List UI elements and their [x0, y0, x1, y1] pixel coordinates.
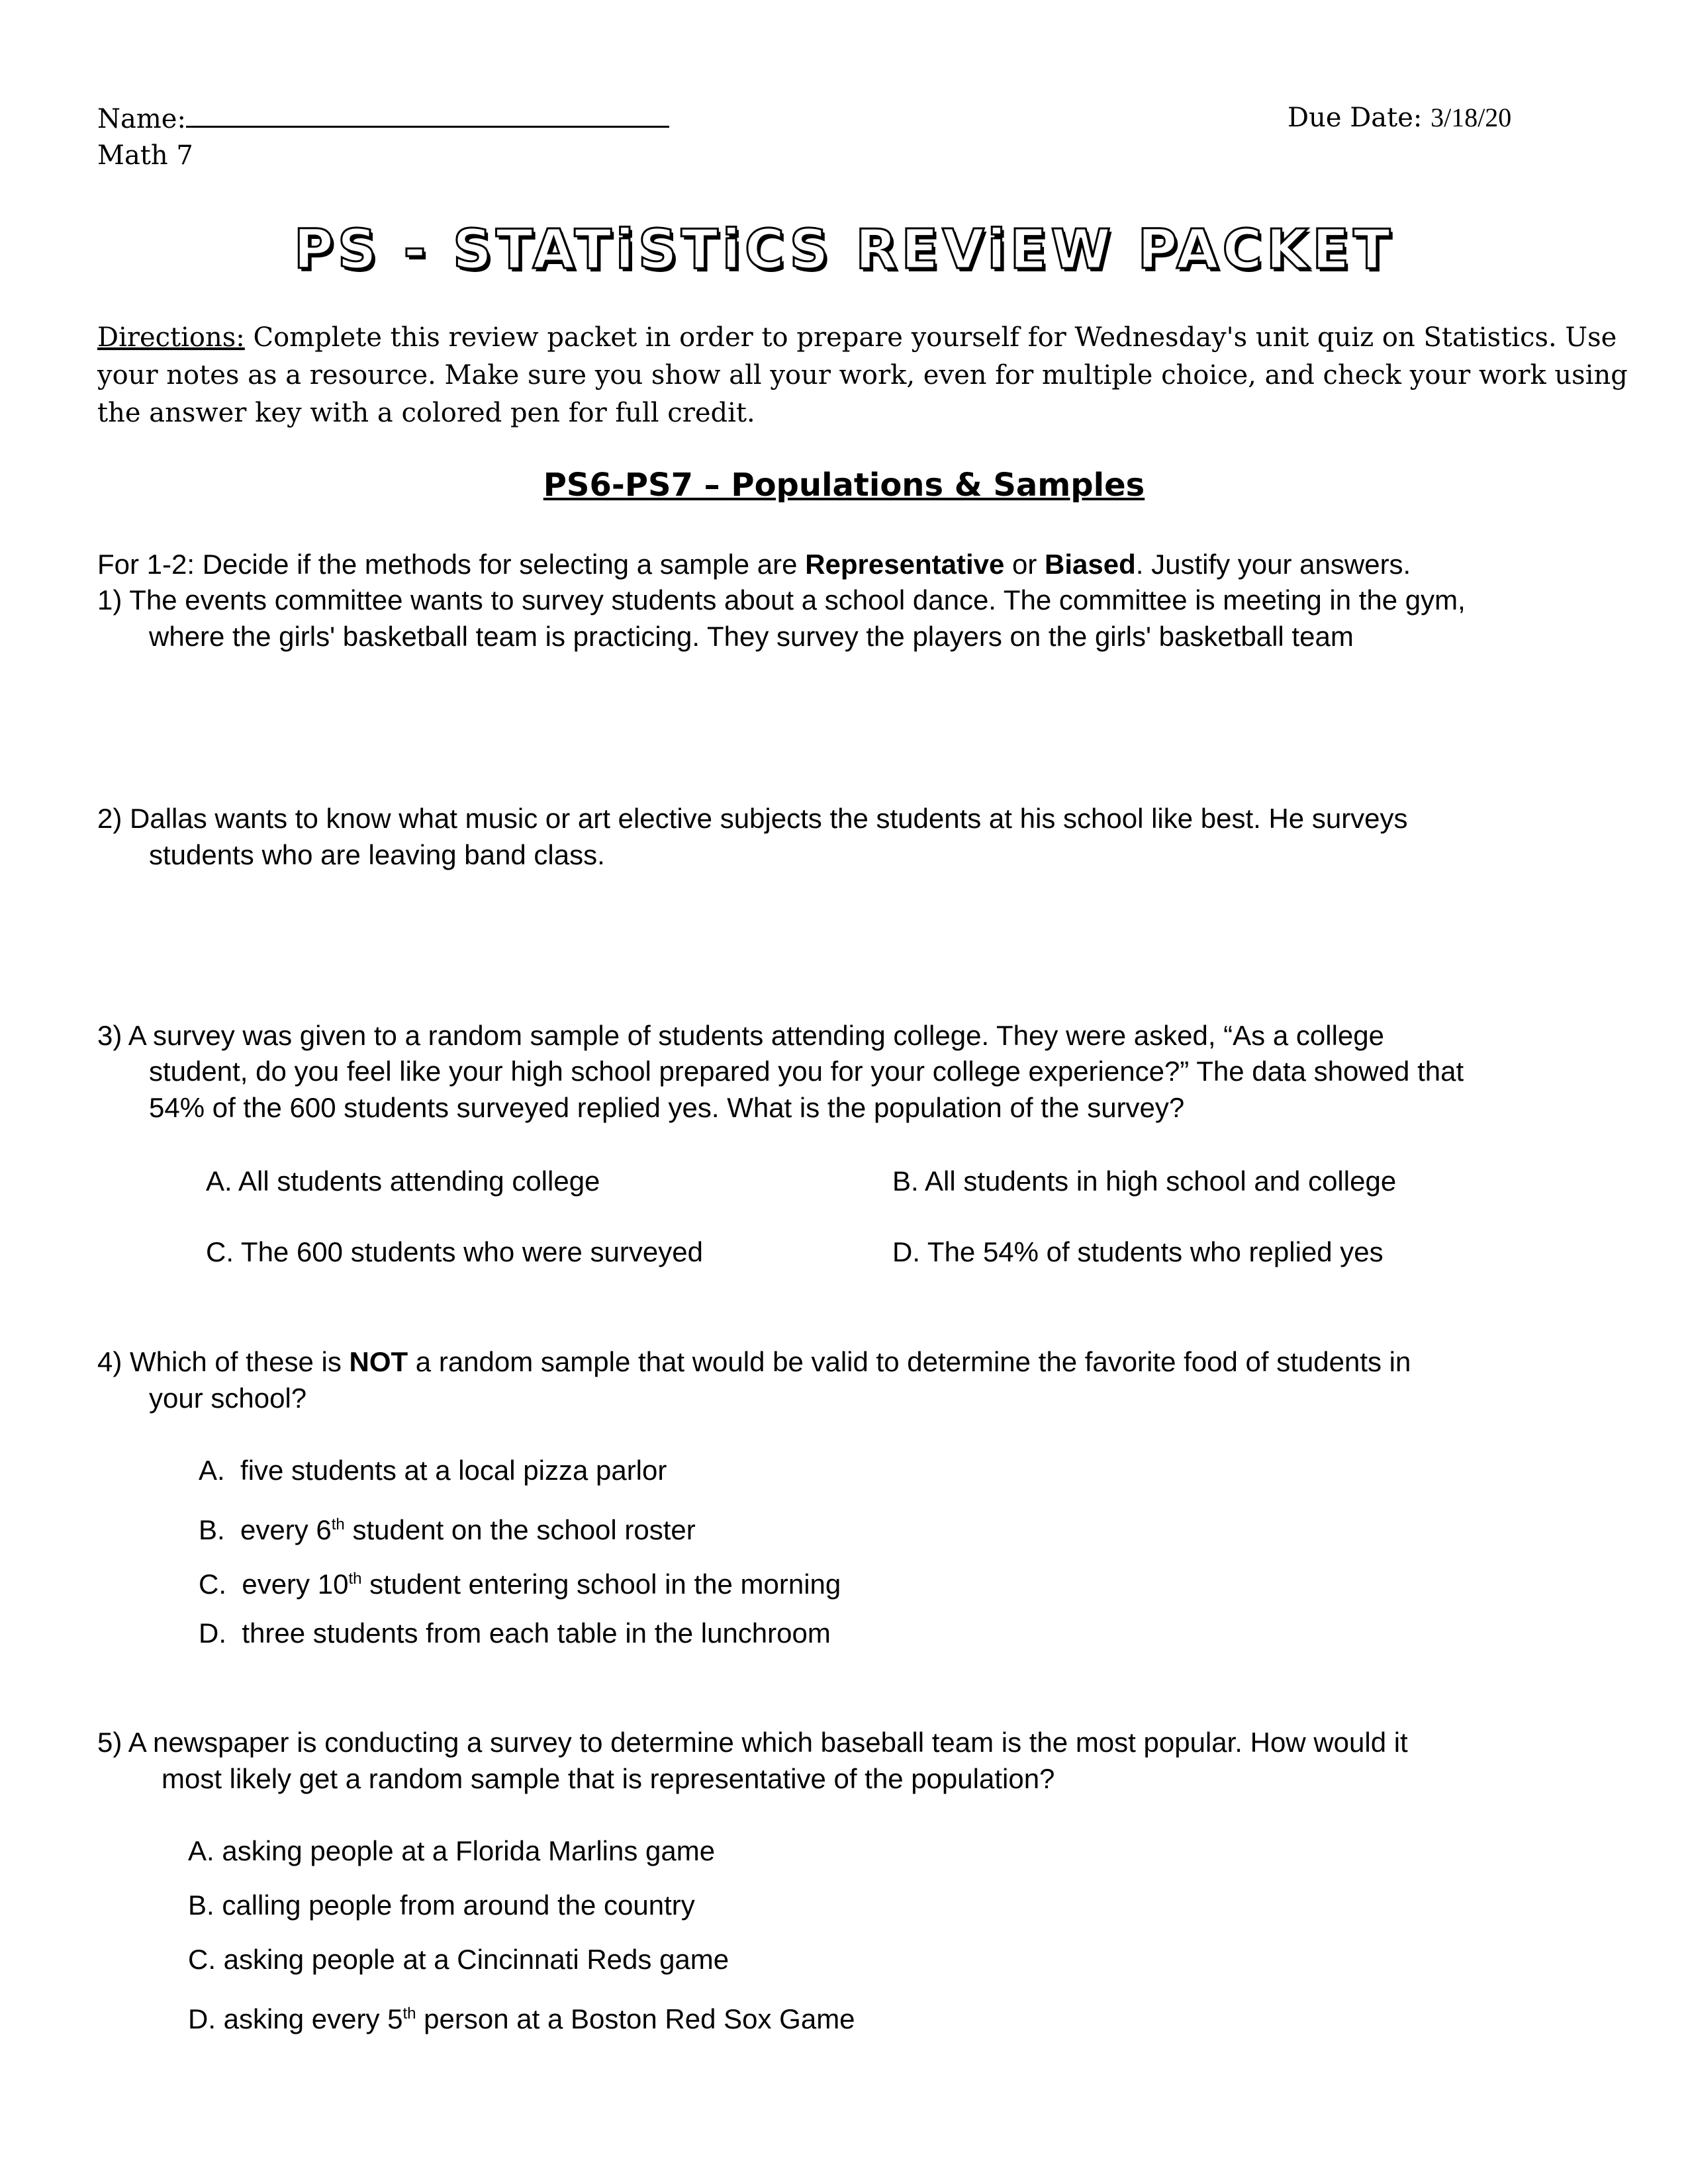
question-1-line-2: where the girls' basketball team is practicing. They survey the players on the girls' basketball team: [149, 621, 1354, 652]
choice-text-end: student on the school roster: [344, 1514, 696, 1545]
choice-letter: A.: [188, 1835, 214, 1866]
choice-text: asking people at a Cincinnati Reds game: [216, 1944, 729, 1975]
question-5-line-2: most likely get a random sample that is representative of the population?: [162, 1763, 1055, 1794]
choice-letter: C.: [199, 1569, 226, 1600]
ordinal-suffix: th: [331, 1516, 345, 1533]
choice-letter: A.: [206, 1165, 232, 1197]
q3-choice-c[interactable]: [206, 1234, 703, 1271]
question-1-line-1: 1) The events committee wants to survey students about a school dance. The committee is meeting in the gym,: [97, 584, 1466, 615]
instructions-end: . Justify your answers.: [1135, 549, 1411, 580]
question-4-line-1: [97, 1343, 1411, 1381]
directions-line-3: the answer key with a colored pen for full credit.: [97, 398, 755, 428]
choice-letter: B.: [199, 1514, 225, 1545]
page-title: PS - STATiSTiCS REViEW PACKET: [293, 218, 1395, 281]
choice-text: calling people from around the country: [214, 1889, 695, 1921]
name-label: Name:: [97, 104, 186, 134]
directions-line-1: [97, 319, 1617, 356]
question-4-line-2: your school?: [149, 1383, 307, 1414]
q3-choice-a[interactable]: [206, 1163, 600, 1200]
instructions-or: or: [1004, 549, 1045, 580]
biased-term: Biased: [1045, 549, 1136, 580]
choice-letter: B.: [188, 1889, 214, 1921]
directions-line-2: your notes as a resource. Make sure you show all your work, even for multiple choice, and check your work using: [97, 360, 1628, 390]
q5-choice-d[interactable]: [188, 1995, 855, 2032]
choice-letter: A.: [199, 1455, 225, 1486]
q4-choice-d[interactable]: [199, 1615, 831, 1652]
choice-letter: C.: [188, 1944, 216, 1975]
choice-text: The 54% of students who replied yes: [920, 1236, 1383, 1267]
question-2-line-1: 2) Dallas wants to know what music or art elective subjects the students at his school like best. He surveys: [97, 803, 1408, 834]
name-blank[interactable]: [186, 99, 669, 128]
class-name: Math 7: [97, 140, 193, 171]
due-date-value: 3/18/20: [1430, 103, 1512, 132]
q4-text-end: a random sample that would be valid to determine the favorite food of students in: [408, 1346, 1411, 1377]
directions-label: Directions:: [97, 322, 245, 353]
choice-text: asking people at a Florida Marlins game: [214, 1835, 716, 1866]
choice-letter: D.: [199, 1617, 226, 1649]
choice-letter: D.: [892, 1236, 920, 1267]
choice-text: asking every 5: [216, 2003, 403, 2034]
choice-text: three students from each table in the lunchroom: [226, 1617, 831, 1649]
question-5-line-1: 5) A newspaper is conducting a survey to determine which baseball team is the most popular. How would it: [97, 1727, 1408, 1758]
ordinal-suffix: th: [348, 1570, 362, 1588]
name-field[interactable]: [97, 99, 669, 136]
q4-choice-a[interactable]: [199, 1452, 667, 1489]
choice-text: All students in high school and college: [918, 1165, 1397, 1197]
q5-choice-c[interactable]: [188, 1941, 729, 1978]
q4-choice-c[interactable]: [199, 1561, 841, 1598]
choice-text: every 10: [226, 1569, 349, 1600]
q5-choice-b[interactable]: [188, 1887, 695, 1924]
question-3-line-1: 3) A survey was given to a random sample of students attending college. They were asked, “As a college: [97, 1020, 1384, 1051]
q4-not: NOT: [349, 1346, 408, 1377]
q4-text: 4) Which of these is: [97, 1346, 350, 1377]
question-2-line-2: students who are leaving band class.: [149, 839, 605, 870]
choice-text-end: student entering school in the morning: [361, 1569, 841, 1600]
instructions-text: For 1-2: Decide if the methods for selecting a sample are: [97, 549, 806, 580]
representative-term: Representative: [805, 549, 1005, 580]
question-3-line-2: student, do you feel like your high school prepared you for your college experience?” The data showed that: [149, 1056, 1464, 1087]
choice-text-end: person at a Boston Red Sox Game: [416, 2003, 855, 2034]
choice-letter: D.: [188, 2003, 216, 2034]
section-heading: [0, 467, 1688, 504]
directions-text: Complete this review packet in order to prepare yourself for Wednesday's unit quiz on Statistics. Use: [244, 322, 1617, 353]
instructions: [97, 546, 1411, 583]
choice-text: five students at a local pizza parlor: [224, 1455, 667, 1486]
choice-text: every 6: [224, 1514, 332, 1545]
q3-choice-b[interactable]: [892, 1163, 1396, 1200]
choice-letter: B.: [892, 1165, 919, 1197]
choice-text: The 600 students who were surveyed: [234, 1236, 703, 1267]
q5-choice-a[interactable]: [188, 1833, 715, 1870]
choice-text: All students attending college: [232, 1165, 600, 1197]
q4-choice-b[interactable]: [199, 1506, 696, 1543]
question-3-line-3: 54% of the 600 students surveyed replied yes. What is the population of the survey?: [149, 1092, 1185, 1123]
due-date-label: Due Date:: [1288, 103, 1423, 133]
ordinal-suffix: th: [402, 2005, 416, 2023]
due-date: [1288, 99, 1511, 136]
q3-choice-d[interactable]: [892, 1234, 1383, 1271]
choice-letter: C.: [206, 1236, 234, 1267]
section-heading-text: PS6-PS7 – Populations & Samples: [543, 467, 1145, 504]
